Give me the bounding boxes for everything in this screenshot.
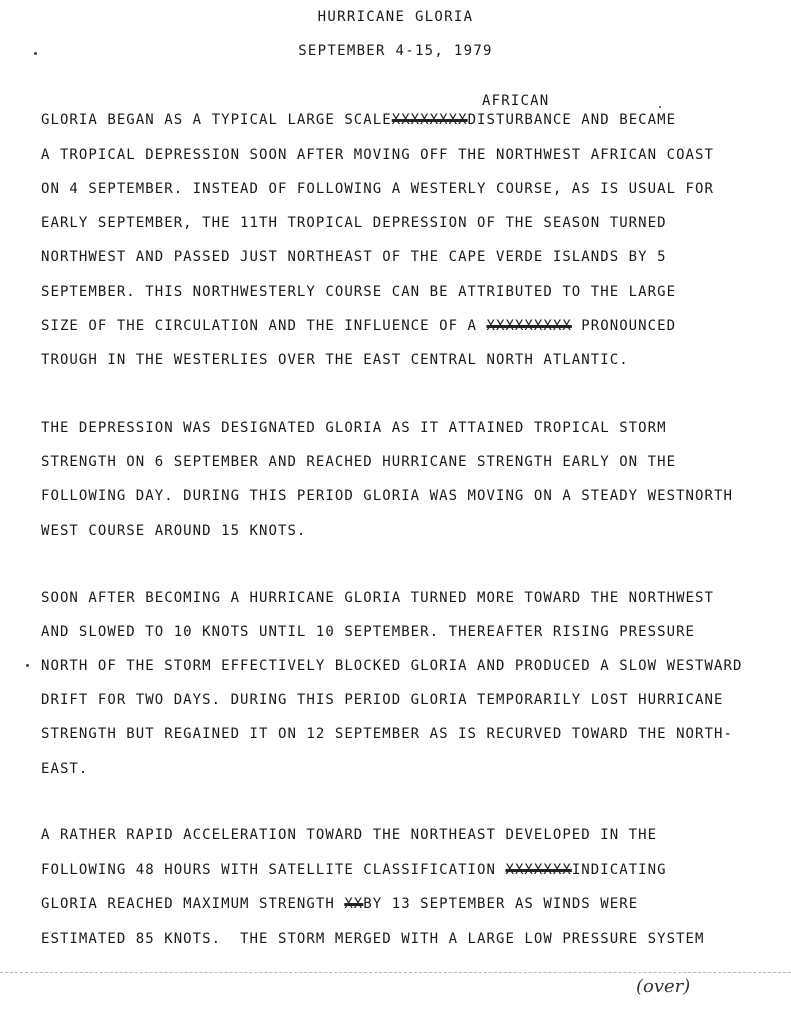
text-line: EAST. bbox=[41, 761, 89, 777]
text-line: AND SLOWED TO 10 KNOTS UNTIL 10 SEPTEMBER. THEREAFTER RISING PRESSURE bbox=[41, 624, 696, 640]
text-line: A RATHER RAPID ACCELERATION TOWARD THE NORTHEAST DEVELOPED IN THE bbox=[41, 827, 658, 843]
document-title: HURRICANE GLORIA bbox=[317, 9, 474, 25]
struck-out-text: XXXXXXXX bbox=[391, 112, 468, 128]
struck-out-text: XXXXXXXXX bbox=[486, 318, 572, 334]
text-line: ESTIMATED 85 KNOTS. THE STORM MERGED WITH A LARGE LOW PRESSURE SYSTEM bbox=[41, 931, 705, 947]
text-line: STRENGTH ON 6 SEPTEMBER AND REACHED HURRICANE STRENGTH EARLY ON THE bbox=[41, 454, 677, 470]
document-dates: SEPTEMBER 4-15, 1979 bbox=[298, 43, 493, 59]
handwritten-over-note: (over) bbox=[636, 976, 691, 997]
text-line: ON 4 SEPTEMBER. INSTEAD OF FOLLOWING A WESTERLY COURSE, AS IS USUAL FOR bbox=[41, 181, 714, 197]
struck-out-text: XX bbox=[344, 896, 364, 912]
text-line: FOLLOWING DAY. DURING THIS PERIOD GLORIA WAS MOVING ON A STEADY WESTNORTH bbox=[41, 488, 733, 504]
handwritten-insertion: AFRICAN bbox=[482, 93, 550, 109]
scan-speck bbox=[26, 664, 29, 667]
struck-out-text: XXXXXXX bbox=[505, 862, 572, 878]
text-line: NORTHWEST AND PASSED JUST NORTHEAST OF THE CAPE VERDE ISLANDS BY 5 bbox=[41, 249, 667, 265]
text-line: GLORIA REACHED MAXIMUM STRENGTH XXBY 13 SEPTEMBER AS WINDS WERE bbox=[41, 896, 639, 912]
text-line: FOLLOWING 48 HOURS WITH SATELLITE CLASSIFICATION XXXXXXXINDICATING bbox=[41, 862, 667, 878]
text-line: THE DEPRESSION WAS DESIGNATED GLORIA AS IT ATTAINED TROPICAL STORM bbox=[41, 420, 667, 436]
text-line: SIZE OF THE CIRCULATION AND THE INFLUENCE OF A XXXXXXXXX PRONOUNCED bbox=[41, 318, 677, 334]
text-line: SOON AFTER BECOMING A HURRICANE GLORIA TURNED MORE TOWARD THE NORTHWEST bbox=[41, 590, 714, 606]
text-line: TROUGH IN THE WESTERLIES OVER THE EAST CENTRAL NORTH ATLANTIC. bbox=[41, 352, 629, 368]
text-line: STRENGTH BUT REGAINED IT ON 12 SEPTEMBER AS IS RECURVED TOWARD THE NORTH- bbox=[41, 726, 733, 742]
text-line: A TROPICAL DEPRESSION SOON AFTER MOVING OFF THE NORTHWEST AFRICAN COAST bbox=[41, 147, 714, 163]
scan-speck bbox=[34, 52, 37, 55]
text-line: GLORIA BEGAN AS A TYPICAL LARGE SCALEXXXXXXXXDISTURBANCE AND BECAME bbox=[41, 112, 677, 128]
scan-speck bbox=[659, 106, 661, 108]
text-line: NORTH OF THE STORM EFFECTIVELY BLOCKED GLORIA AND PRODUCED A SLOW WESTWARD bbox=[41, 658, 743, 674]
text-line: SEPTEMBER. THIS NORTHWESTERLY COURSE CAN BE ATTRIBUTED TO THE LARGE bbox=[41, 284, 677, 300]
text-line: DRIFT FOR TWO DAYS. DURING THIS PERIOD GLORIA TEMPORARILY LOST HURRICANE bbox=[41, 692, 724, 708]
page-fold-line bbox=[0, 972, 791, 973]
text-line: WEST COURSE AROUND 15 KNOTS. bbox=[41, 523, 307, 539]
text-line: EARLY SEPTEMBER, THE 11TH TROPICAL DEPRESSION OF THE SEASON TURNED bbox=[41, 215, 667, 231]
